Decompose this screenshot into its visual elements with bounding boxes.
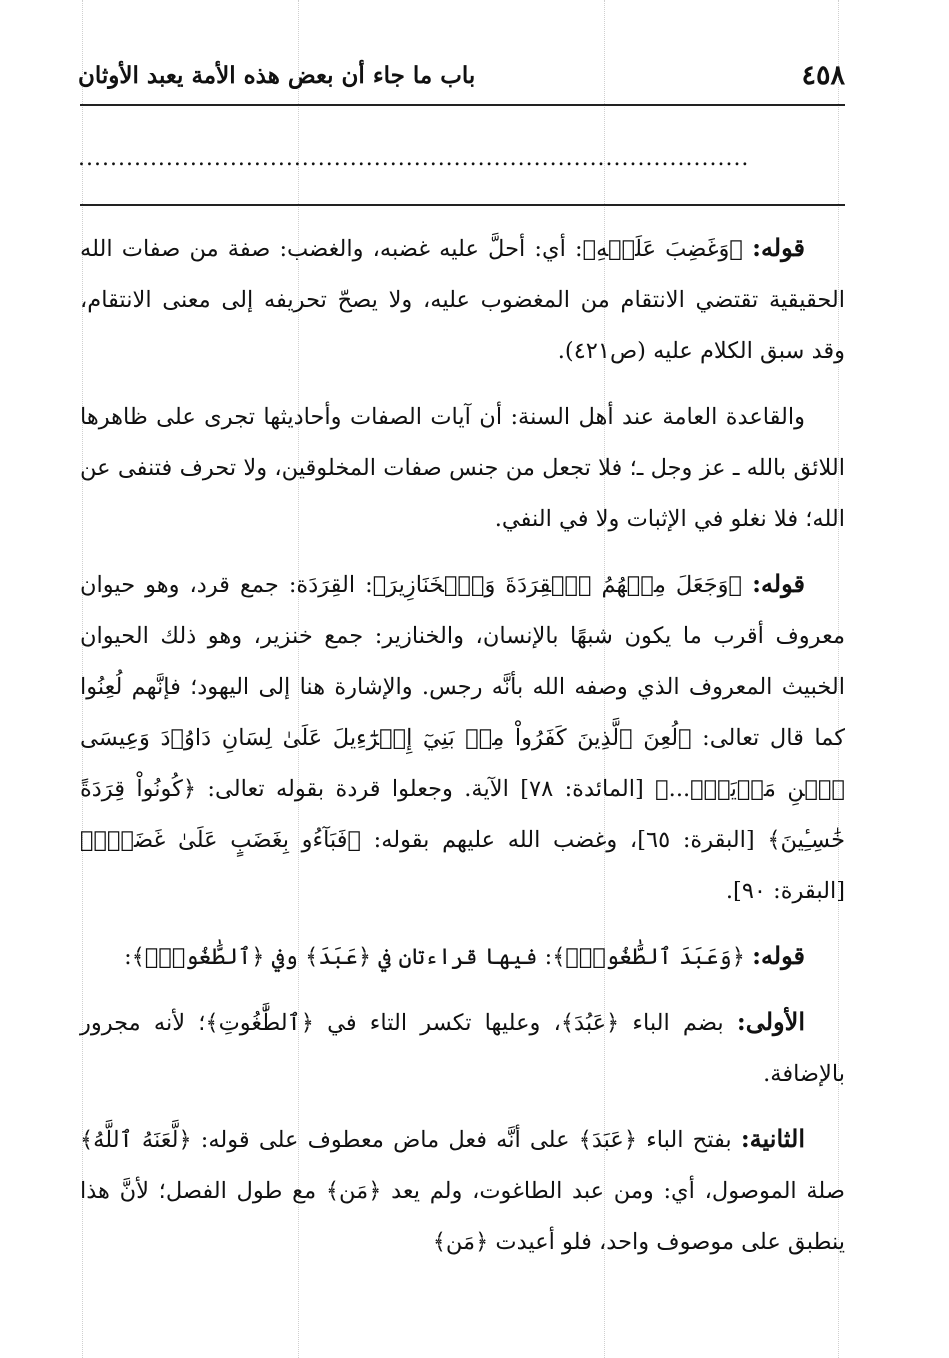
- paragraph-lead: قوله:: [752, 569, 805, 598]
- paragraph-text: ﴿وَعَبَدَ ٱلطَّٰغُوتَۚ﴾: فيها قراءتان في ﴿عَبَدَ﴾ وفي ﴿ٱلطَّٰغُوتَۚ﴾:: [124, 944, 753, 970]
- section-rule: [80, 204, 845, 206]
- paragraph-lead: قوله:: [752, 941, 805, 970]
- page-body: [80, 222, 845, 1281]
- running-title: باب ما جاء أن بعض هذه الأمة يعبد الأوثان: [78, 61, 476, 89]
- paragraph: [80, 1113, 845, 1268]
- paragraph-text: والقاعدة العامة عند أهل السنة: أن آيات الصفات وأحاديثها تجرى على ظاهرها اللائق بالله ـ عز وجل ـ؛ فلا تجعل من جنس صفات المخلوقين، ولا تحرف فتنفى عن الله؛ فلا نغلو في الإثبات ولا في النفي.: [80, 404, 845, 532]
- paragraph-lead: الأولى:: [736, 1007, 805, 1036]
- page-header: [78, 52, 845, 98]
- dotted-separator: ....................................................................................: [78, 146, 750, 171]
- paragraph-lead: قوله:: [752, 233, 805, 262]
- paragraph: [80, 930, 845, 983]
- paragraph: [80, 222, 845, 377]
- paragraph-text: بفتح الباء ﴿عَبَدَ﴾ على أنَّه فعل ماض معطوف على قوله: ﴿لَّعَنَهُ ٱللَّهُ﴾ صلة الموصول، أي: ومن عبد الطاغوت، ولم يعد ﴿مَن﴾ مع طول الفصل؛ لأنَّ هذا ينطبق على موصوف واحد، فلو أعيدت ﴿مَن﴾: [80, 1127, 845, 1255]
- page-number: ٤٥٨: [801, 59, 845, 91]
- paragraph: [80, 390, 845, 545]
- paragraph-text: بضم الباء ﴿عَبُدَ﴾، وعليها تكسر التاء في ﴿ٱلطَّٰغُوتِ﴾؛ لأنه مجرور بالإضافة.: [80, 1010, 845, 1087]
- paragraph: [80, 996, 845, 1100]
- header-rule: [80, 104, 845, 106]
- paragraph-text: ﴿وَغَضِبَ عَلَيۡهِ﴾: أي: أحلَّ عليه غضبه، والغضب: صفة من صفات الله الحقيقية تقتضي الانتقام من المغضوب عليه، ولا يصحّ تحريفه إلى معنى الانتقام، وقد سبق الكلام عليه (ص٤٢١).: [80, 236, 845, 364]
- paragraph: [80, 558, 845, 917]
- paragraph-text: ﴿وَجَعَلَ مِنۡهُمُ ٱلۡقِرَدَةَ وَٱلۡخَنَازِيرَ﴾: القِرَدَة: جمع قرد، وهو حيوان معروف أقرب ما يكون شبهًا بالإنسان، والخنازير: جمع خنزير، وهو ذلك الحيوان الخبيث المعروف الذي وصفه الله بأنَّه رجس. والإشارة هنا إلى اليهود؛ فإنَّهم لُعِنُوا كما قال تعالى: ﴿لُعِنَ ٱلَّذِينَ كَفَرُواْ مِنۢ بَنِيٓ إِسۡرَٰٓءِيلَ عَلَىٰ لِسَانِ دَاوُۥدَ وَعِيسَى ٱبۡنِ مَرۡيَمَۚ...﴾ [المائدة: ٧٨] الآية. وجعلوا قردة بقوله تعالى: ﴿كُونُواْ قِرَدَةً خَٰسِـِٔينَ﴾ [البقرة: ٦٥]، وغضب الله عليهم بقوله: ﴿فَبَآءُو بِغَضَبٍ عَلَىٰ غَضَبٖۚ﴾ [البقرة: ٩٠].: [80, 572, 845, 904]
- paragraph-lead: الثانية:: [740, 1124, 805, 1153]
